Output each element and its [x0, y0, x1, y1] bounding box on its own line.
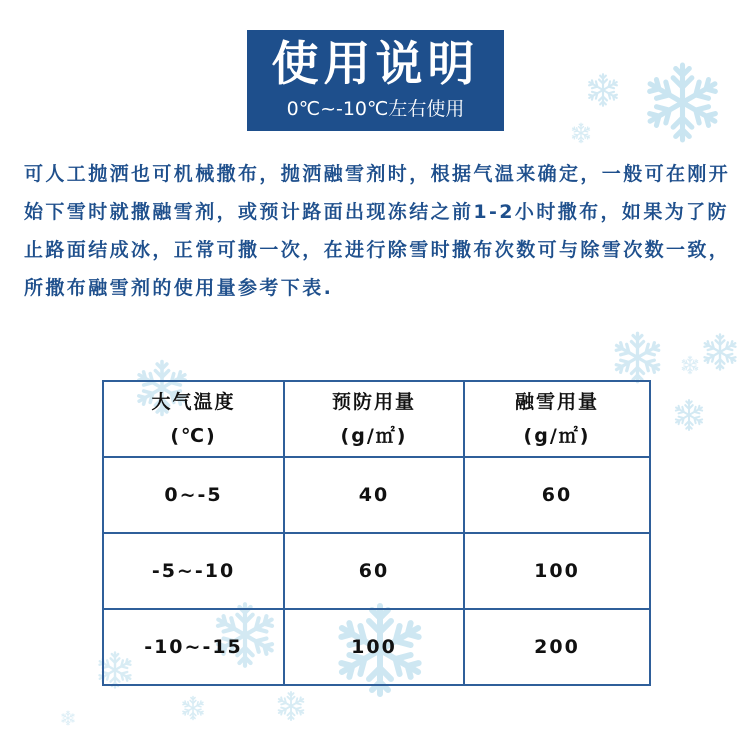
cell-melting: 60 — [464, 457, 650, 533]
snowflake-icon — [275, 690, 307, 722]
snowflake-icon — [700, 332, 740, 372]
table-row — [103, 457, 650, 533]
snowflake-icon — [180, 695, 206, 721]
header-label: 大气温度 — [151, 391, 236, 413]
title-banner — [247, 30, 504, 131]
snowflake-icon — [585, 72, 621, 108]
snowflake-icon — [610, 330, 665, 385]
header-cell-temperature — [103, 381, 284, 457]
table-row — [103, 609, 650, 685]
header-unit: (g/㎡) — [340, 425, 408, 447]
cell-melting: 200 — [464, 609, 650, 685]
intro-paragraph: 可人工抛洒也可机械撒布，抛洒融雪剂时，根据气温来确定，一般可在刚开始下雪时就撒融雪剂，或预计路面出现冻结之前1-2小时撒布，如果为了防止路面结成冰，正常可撒一次，在进行除雪时撒布次数可与除雪次数一致，所撒布融雪剂的使用量参考下表. — [24, 163, 731, 299]
cell-temperature: 0~-5 — [103, 457, 284, 533]
snowflake-icon — [570, 122, 592, 144]
header-cell-prevention — [284, 381, 464, 457]
table-row — [103, 533, 650, 609]
snowflake-icon — [640, 60, 725, 145]
snowflake-icon — [60, 710, 76, 726]
snowflake-icon — [680, 355, 700, 375]
page-title: 使用说明 — [271, 37, 480, 92]
header-label: 融雪用量 — [514, 391, 599, 413]
cell-prevention: 100 — [284, 609, 464, 685]
cell-prevention: 60 — [284, 533, 464, 609]
header-cell-melting — [464, 381, 650, 457]
header-unit: (℃) — [170, 425, 217, 447]
snowflake-icon — [672, 398, 706, 432]
cell-temperature: -10~-15 — [103, 609, 284, 685]
cell-prevention: 40 — [284, 457, 464, 533]
page-subtitle: 0℃~-10℃左右使用 — [286, 98, 465, 120]
table-header-row — [103, 381, 650, 457]
cell-melting: 100 — [464, 533, 650, 609]
cell-temperature: -5~-10 — [103, 533, 284, 609]
header-label: 预防用量 — [331, 391, 416, 413]
header-unit: (g/㎡) — [523, 425, 591, 447]
usage-table — [102, 380, 651, 686]
